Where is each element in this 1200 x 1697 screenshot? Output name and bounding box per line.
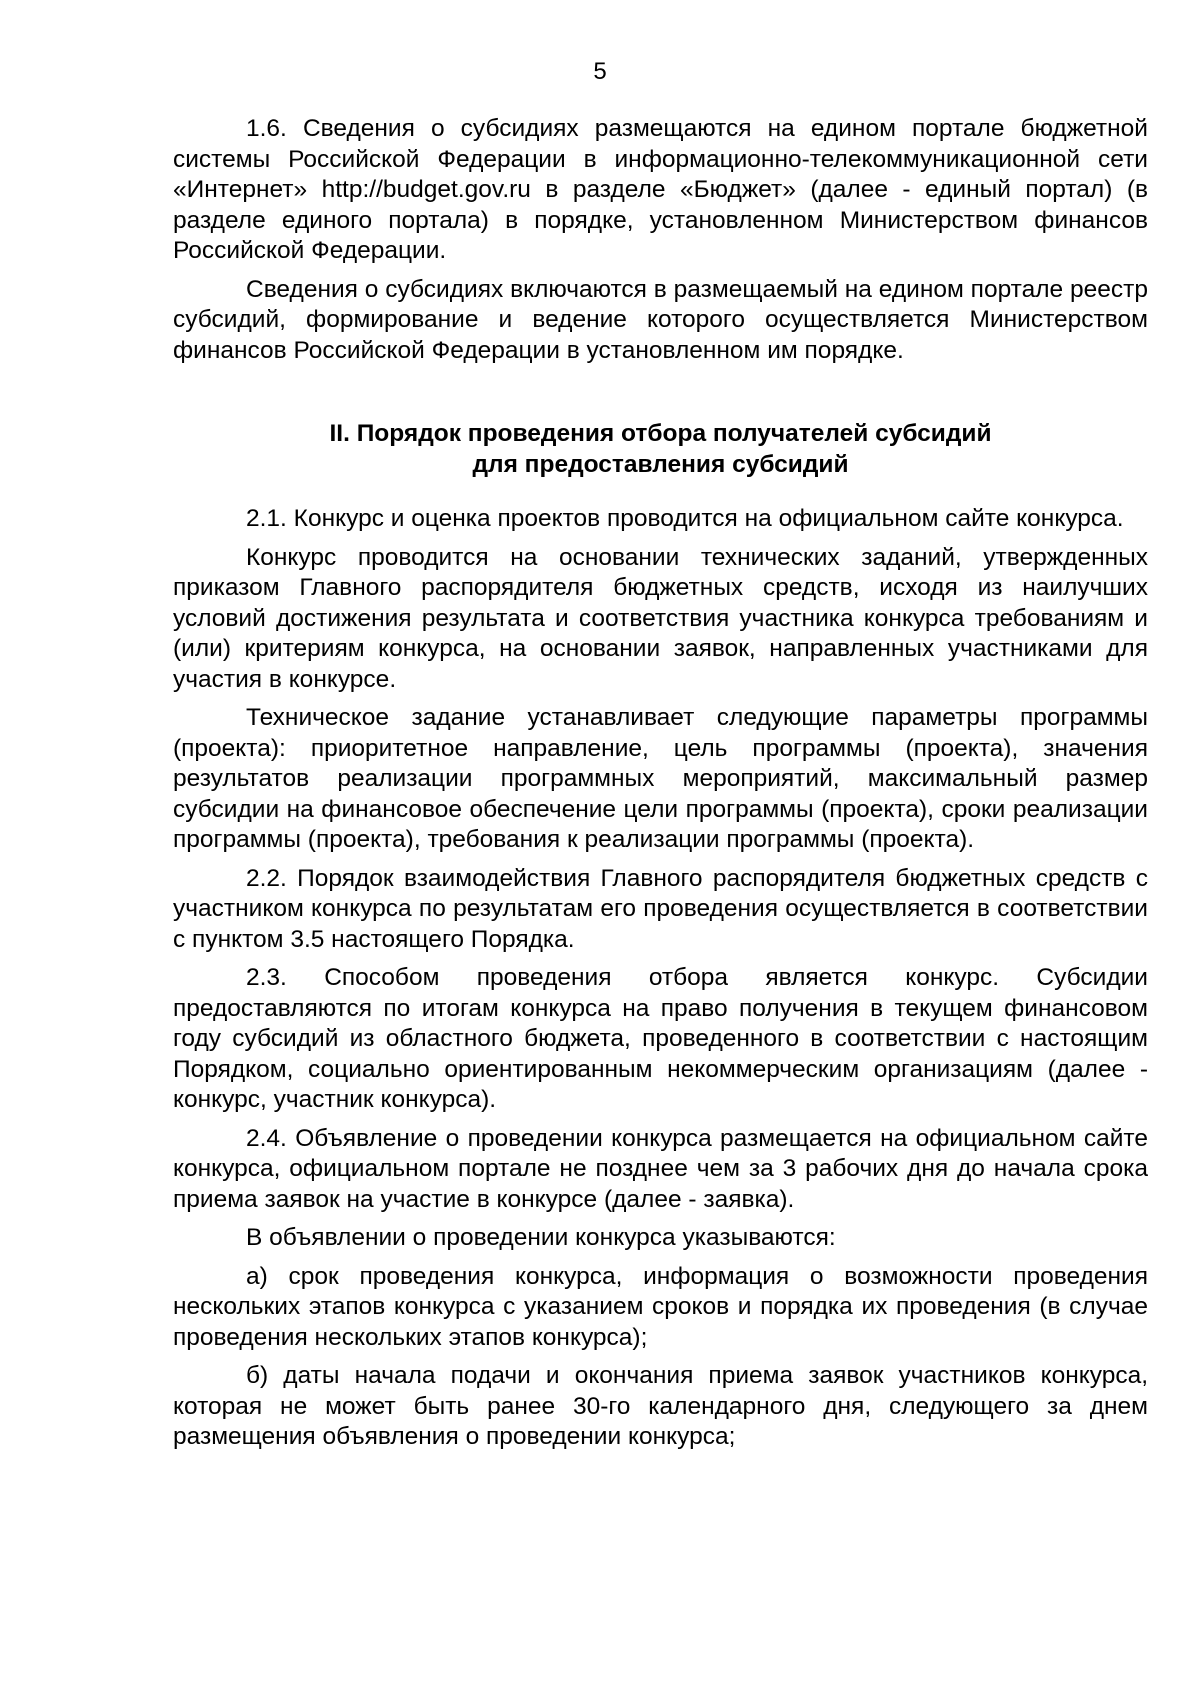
list-item-a: а) срок проведения конкурса, информация о возможности проведения нескольких этапов конкурса с указанием сроков и порядка их проведения (в случае проведения нескольких этапов конкурса);	[173, 1262, 1148, 1351]
section-heading-line-2: для предоставления субсидий	[472, 450, 849, 478]
section-spacer	[173, 374, 1148, 419]
paragraph-2-3: 2.3. Способом проведения отбора является конкурс. Субсидии предоставляются по итогам конкурса на право получения в текущем финансовом году субсидий из областного бюджета, проведенного в соответствии с настоящим Порядком, социально ориентированным некоммерческим организациям (далее - конкурс, участник конкурса).	[173, 964, 1148, 1113]
section-heading-line-1: II. Порядок проведения отбора получателей субсидий	[329, 420, 992, 447]
paragraph-2-1: 2.1. Конкурс и оценка проектов проводится на официальном сайте конкурса.	[246, 505, 1124, 532]
document-body	[173, 114, 1148, 1461]
paragraph-2-2: 2.2. Порядок взаимодействия Главного распорядителя бюджетных средств с участником конкурса по результатам его проведения осуществляется в соответствии с пунктом 3.5 настоящего Порядка.	[173, 864, 1148, 953]
section-heading	[173, 419, 1148, 480]
paragraph-announcement-contents: В объявлении о проведении конкурса указываются:	[246, 1224, 836, 1251]
paragraph-subsidy-registry: Сведения о субсидиях включаются в размещаемый на едином портале реестр субсидий, формирование и ведение которого осуществляется Министерством финансов Российской Федерации в установленном им порядке.	[173, 275, 1148, 364]
paragraph-contest-basis: Конкурс проводится на основании технических заданий, утвержденных приказом Главного распорядителя бюджетных средств, исходя из наилучших условий достижения результата и соответствия участника конкурса требованиям и (или) критериям конкурса, на основании заявок, направленных участниками для участия в конкурсе.	[173, 543, 1148, 693]
paragraph-technical-task: Техническое задание устанавливает следующие параметры программы (проекта): приоритетное направление, цель программы (проекта), значения результатов реализации программных мероприятий, максимальный размер субсидии на финансовое обеспечение цели программы (проекта), сроки реализации программы (проекта), требования к реализации программы (проекта).	[173, 704, 1148, 853]
paragraph-2-4: 2.4. Объявление о проведении конкурса размещается на официальном сайте конкурса, официальном портале не позднее чем за 3 рабочих дня до начала срока приема заявок на участие в конкурсе (далее - заявка).	[173, 1124, 1148, 1213]
page-number: 5	[593, 58, 607, 85]
list-item-b: б) даты начала подачи и окончания приема заявок участников конкурса, которая не может быть ранее 30-го календарного дня, следующего за днем размещения объявления о проведении конкурса;	[173, 1362, 1148, 1450]
paragraph-1-6: 1.6. Сведения о субсидиях размещаются на едином портале бюджетной системы Российской Федерации в информационно-телекоммуникационной сети «Интернет» http://budget.gov.ru в разделе «Бюджет» (далее - единый портал) (в разделе единого портала) в порядке, установленном Министерством финансов Российской Федерации.	[173, 115, 1148, 264]
